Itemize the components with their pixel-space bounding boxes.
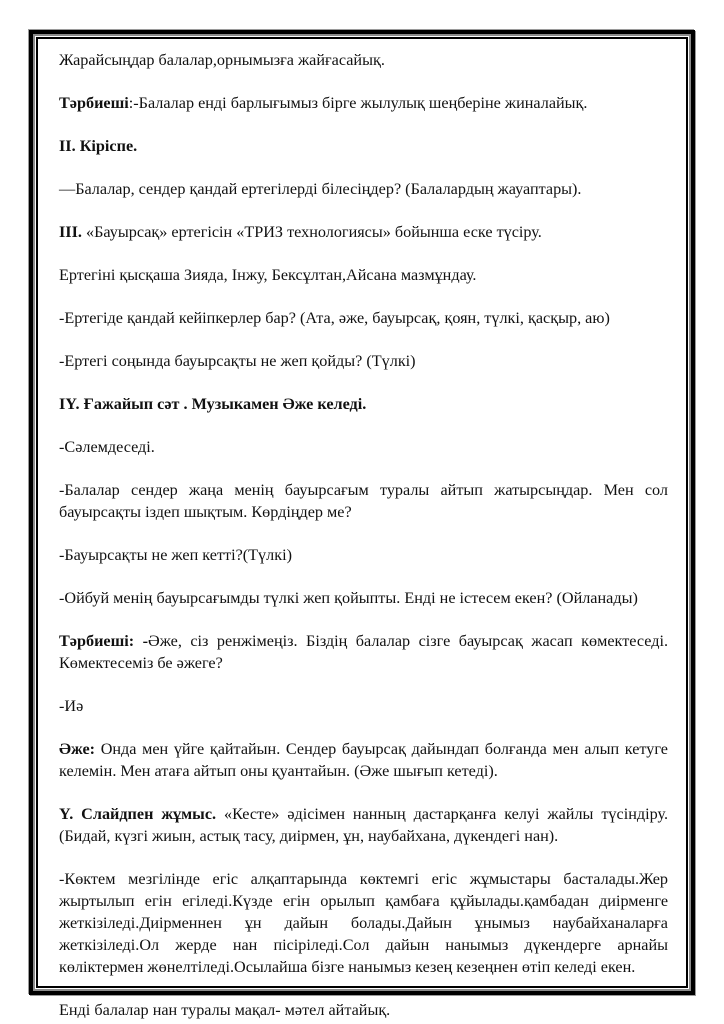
paragraph-question-tales: —Балалар, сендер қандай ертегілерді білесіңдер? (Балалардың жауаптары). [59,180,582,198]
document-body [59,49,668,1021]
paragraph-grandma-speech: -Балалар сендер жаңа менің бауырсағым туралы айтып жатырсыңдар. Мен сол бауырсақты іздеп шықтым. Көрдіңдер ме? [59,481,668,521]
paragraph-yes: -Иә [59,697,84,715]
paragraph-greets: -Сәлемдеседі. [59,438,155,456]
paragraph-grandma-leaves: Әже: Онда мен үйге қайтайын. Сендер бауырсақ дайындап болғанда мен алып кетуге келемін. Мен атаға айтып оны қуантайын. (Әже шығып кетеді). [59,740,668,780]
paragraph-grandma-worry: -Ойбуй менің бауырсағымды түлкі жеп қойыпты. Енді не істесем екен? (Ойланады) [59,589,638,607]
paragraph-characters-question: -Ертегіде қандай кейіпкерлер бар? (Ата, әже, бауырсақ, қоян, түлкі, қасқыр, аю) [59,309,610,327]
paragraph-bread-process: -Көктем мезгілінде егіс алқаптарында көктемгі егіс жұмыстары басталады.Жер жыртылып егін егіледі.Күзде егін орылып қамбаға құйылады.қамбадан диірменге жеткізіледі.Диірменнен ұн дайын болады.Дайын ұнымыз наубайханаларға жеткізіледі.Ол жерде нан пісіріледі.Сол дайын нанымыз дүкендерге арнайы көліктермен жөнелтіледі.Осылайша бізге нанымыз кезең кезеңнен өтіп келеді екен. [59,870,668,976]
paragraph-retelling: Ертегіні қысқаша Зияда, Інжу, Бексұлтан,Айсана мазмұндау. [59,266,477,284]
speaker-label: Тәрбиеші: - [59,632,149,650]
section-heading-magic-moment: ІY. Ғажайып сәт . Музыкамен Әже келеді. [59,395,367,413]
paragraph-who-ate: -Бауырсақты не жеп кетті?(Түлкі) [59,546,292,564]
paragraph-teacher-circle: Тәрбиеші:-Балалар енді барлығымыз бірге жылулық шеңберіне жиналайық. [59,94,588,112]
paragraph-teacher-reassure: Тәрбиеші: -Әже, сіз ренжімеңіз. Біздің балалар сізге бауырсақ жасап көмектеседі. Көмектесеміз бе әжеге? [59,632,668,672]
section-heading-intro: ІІ. Кіріспе. [59,137,138,155]
speaker-label: Тәрбиеші [59,94,129,112]
section-heading-slide-work: Y. Слайдпен жұмыс. «Кесте» әдісімен нанның дастарқанға келуі жайлы түсіндіру. (Бидай, күзгі жиын, астық тасу, диірмен, ұн, наубайхана, дүкендегі нан). [59,805,668,845]
speaker-label: Әже: [59,740,96,758]
section-heading-recall: ІІІ. «Бауырсақ» ертегісін «ТРИЗ технологиясы» бойынша еске түсіру. [59,223,542,241]
paragraph-proverbs: Енді балалар нан туралы мақал- мәтел айтайық. [59,1001,391,1019]
paragraph-ending-question: -Ертегі соңында бауырсақты не жеп қойды? (Түлкі) [59,352,416,370]
paragraph-greeting: Жарайсыңдар балалар,орнымызға жайғасайық. [59,51,385,69]
